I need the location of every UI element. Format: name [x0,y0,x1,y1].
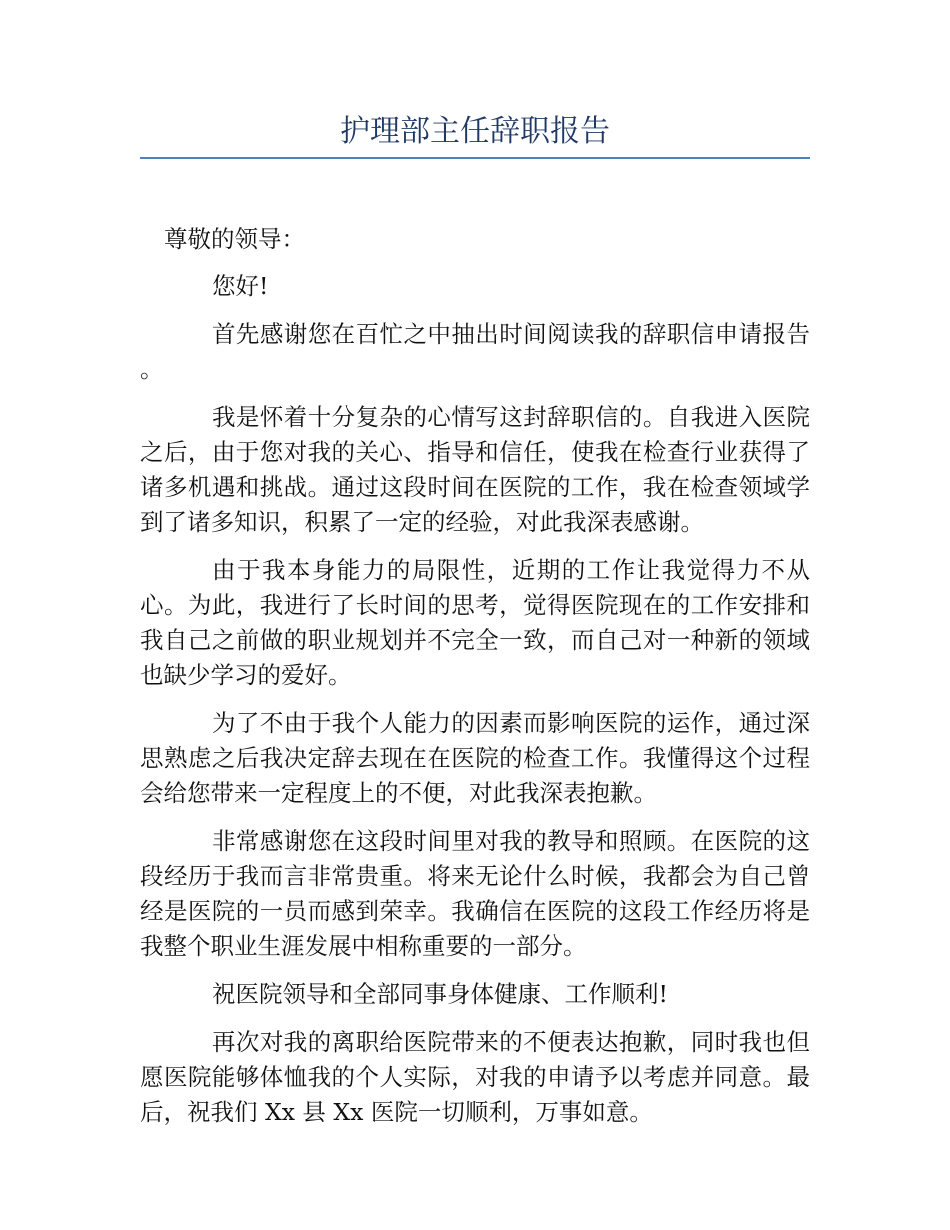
document-body [140,222,810,1143]
title-underline [140,157,810,159]
paragraph-decision: 为了不由于我个人能力的因素而影响医院的运作，通过深思熟虑之后我决定辞去现在在医院的检查工作。我懂得这个过程会给您带来一定程度上的不便，对此我深表抱歉。 [140,709,810,807]
paragraph-closing: 再次对我的离职给医院带来的不便表达抱歉，同时我也但愿医院能够体恤我的个人实际，对我的申请予以考虑并同意。最后，祝我们 Xx 县 Xx 医院一切顺利，万事如意。 [140,1028,810,1126]
paragraph-gratitude: 非常感谢您在这段时间里对我的教导和照顾。在医院的这段经历于我而言非常贵重。将来无论什么时候，我都会为自己曾经是医院的一员而感到荣幸。我确信在医院的这段工作经历将是我整个职业生涯发展中相称重要的一部分。 [140,827,810,960]
paragraph-background: 我是怀着十分复杂的心情写这封辞职信的。自我进入医院之后，由于您对我的关心、指导和信任，使我在检查行业获得了诸多机遇和挑战。通过这段时间在医院的工作，我在检查领域学到了诸多知识，积累了一定的经验，对此我深表感谢。 [140,403,810,536]
paragraph-greeting: 您好! [212,272,269,300]
paragraph-reason: 由于我本身能力的局限性，近期的工作让我觉得力不从心。为此，我进行了长时间的思考，觉得医院现在的工作安排和我自己之前做的职业规划并不完全一致，而自己对一种新的领域也缺少学习的爱好。 [140,556,810,689]
salutation: 尊敬的领导： [164,225,305,253]
document-title: 护理部主任辞职报告 [340,114,610,149]
paragraph-thanks-for-reading: 首先感谢您在百忙之中抽出时间阅读我的辞职信申请报告 。 [140,320,810,383]
paragraph-wishes: 祝医院领导和全部同事身体健康、工作顺利! [212,980,668,1008]
